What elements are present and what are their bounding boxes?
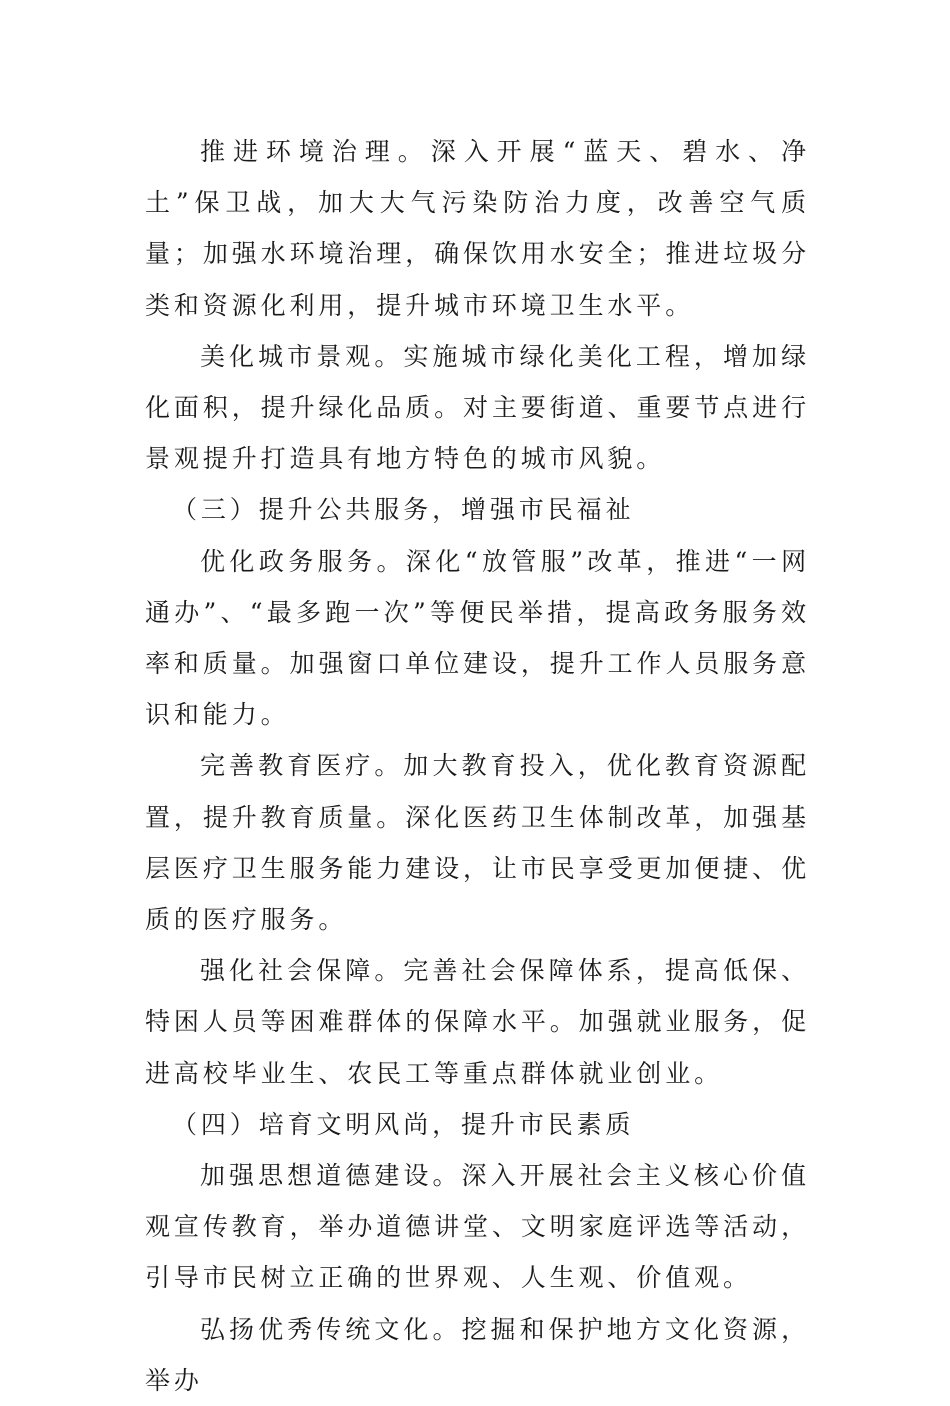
document-body — [145, 126, 810, 1406]
paragraph-education-healthcare: 完善教育医疗。加大教育投入，优化教育资源配置，提升教育质量。深化医药卫生体制改革，加强基层医疗卫生服务能力建设，让市民享受更加便捷、优质的医疗服务。 — [145, 751, 810, 935]
section-heading-public-service: （三）提升公共服务，增强市民福祉 — [172, 495, 635, 525]
paragraph-traditional-culture: 弘扬优秀传统文化。挖掘和保护地方文化资源，举办 — [145, 1314, 810, 1395]
paragraph-social-security: 强化社会保障。完善社会保障体系，提高低保、特困人员等困难群体的保障水平。加强就业服务，促进高校毕业生、农民工等重点群体就业创业。 — [145, 956, 810, 1088]
paragraph-government-service: 优化政务服务。深化“放管服”改革，推进“一网通办”、“最多跑一次”等便民举措，提高政务服务效率和质量。加强窗口单位建设，提升工作人员服务意识和能力。 — [145, 546, 810, 730]
paragraph-city-landscape: 美化城市景观。实施城市绿化美化工程，增加绿化面积，提升绿化品质。对主要街道、重要节点进行景观提升打造具有地方特色的城市风貌。 — [145, 341, 810, 474]
section-heading-civilization: （四）培育文明风尚，提升市民素质 — [172, 1109, 635, 1139]
paragraph-moral-construction: 加强思想道德建设。深入开展社会主义核心价值观宣传教育，举办道德讲堂、文明家庭评选等活动，引导市民树立正确的世界观、人生观、价值观。 — [145, 1161, 810, 1293]
paragraph-environment-governance: 推进环境治理。深入开展“蓝天、碧水、净土”保卫战，加大大气污染防治力度，改善空气质量；加强水环境治理，确保饮用水安全；推进垃圾分类和资源化利用，提升城市环境卫生水平。 — [145, 137, 810, 320]
